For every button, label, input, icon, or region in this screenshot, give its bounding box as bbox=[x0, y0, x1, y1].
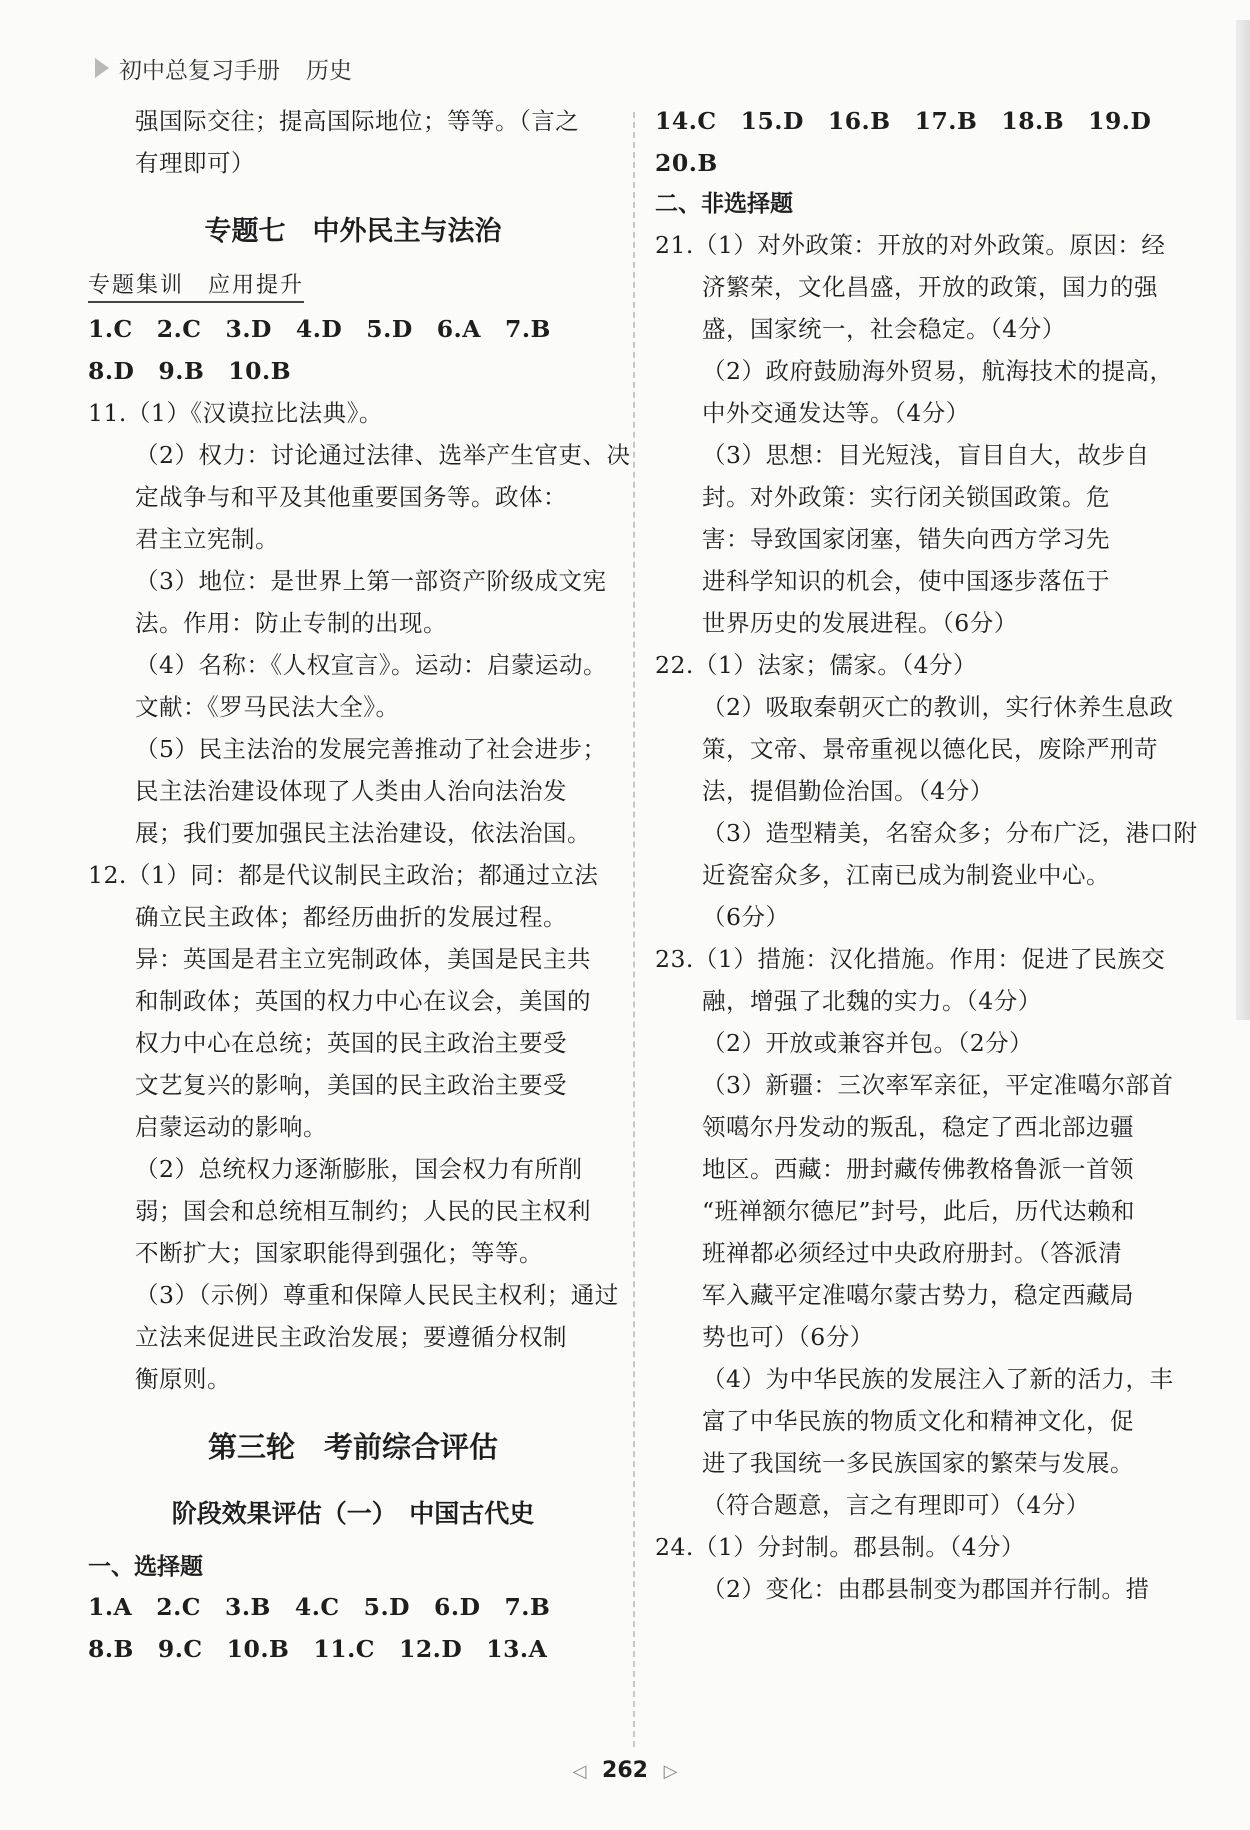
stage-eval-title: 阶段效果评估（一） 中国古代史 bbox=[171, 1499, 535, 1528]
q24-line: 24.（1）分封制。郡县制。（4分） bbox=[655, 1533, 1026, 1561]
topic7-tag: 专题集训 应用提升 bbox=[88, 268, 304, 303]
q11-line: （3）地位：是世界上第一部资产阶级成文宪 bbox=[135, 567, 607, 595]
q11-line: 文献：《罗马民法大全》。 bbox=[135, 693, 400, 721]
q12-line: 文艺复兴的影响，美国的民主政治主要受 bbox=[135, 1071, 567, 1099]
text-line: 强国际交往；提高国际地位；等等。（言之 bbox=[135, 107, 580, 135]
q23-line: （3）新疆：三次率军亲征，平定准噶尔部首 bbox=[702, 1071, 1174, 1099]
q21-line: 害：导致国家闭塞，错失向西方学习先 bbox=[702, 525, 1110, 553]
subject-label: 历史 bbox=[306, 57, 352, 84]
q12-line: 权力中心在总统；英国的民主政治主要受 bbox=[135, 1029, 567, 1057]
q22-line: 22.（1）法家；儒家。（4分） bbox=[655, 651, 978, 679]
mc-heading: 一、选择题 bbox=[88, 1554, 203, 1580]
q21-line: 中外交通发达等。（4分） bbox=[702, 399, 970, 427]
q23-line: “班禅额尔德尼”封号，此后，历代达赖和 bbox=[702, 1197, 1136, 1225]
text-line: 有理即可） bbox=[135, 149, 255, 177]
q23-line: （符合题意，言之有理即可）（4分） bbox=[702, 1491, 1090, 1519]
q11-line: （5）民主法治的发展完善推动了社会进步； bbox=[135, 735, 607, 763]
topic7-title: 专题七 中外民主与法治 bbox=[204, 216, 502, 247]
q21-line: （2）政府鼓励海外贸易，航海技术的提高， bbox=[702, 357, 1174, 385]
left-arrow-icon: ◁ bbox=[572, 1761, 587, 1782]
q11-line: 11.（1）《汉谟拉比法典》。 bbox=[88, 399, 383, 427]
mc-answer-line: 1.A 2.C 3.B 4.C 5.D 6.D 7.B bbox=[88, 1593, 551, 1621]
q12-line: 确立民主政体；都经历曲折的发展过程。 bbox=[135, 903, 567, 931]
q22-line: （2）吸取秦朝灭亡的教训，实行休养生息政 bbox=[702, 693, 1174, 721]
mc-answer-line: 8.B 9.C 10.B 11.C 12.D 13.A bbox=[88, 1635, 548, 1663]
page-header bbox=[95, 48, 352, 88]
q11-line: 展；我们要加强民主法治建设，依法治国。 bbox=[135, 819, 591, 847]
q12-line: 和制政体；英国的权力中心在议会，美国的 bbox=[135, 987, 591, 1015]
topic7-tag-row bbox=[88, 268, 618, 308]
q21-line: 济繁荣，文化昌盛，开放的政策，国力的强 bbox=[702, 273, 1158, 301]
right-arrow-icon: ▷ bbox=[663, 1761, 678, 1782]
mc-answer-line: 8.D 9.B 10.B bbox=[88, 357, 292, 385]
q11-line: 君主立宪制。 bbox=[135, 525, 279, 553]
page-footer bbox=[0, 1758, 1250, 1783]
mc-answer-line: 20.B bbox=[655, 149, 718, 177]
q23-line: 领噶尔丹发动的叛乱，稳定了西北部边疆 bbox=[702, 1113, 1134, 1141]
q23-line: 23.（1）措施：汉化措施。作用：促进了民族交 bbox=[655, 945, 1166, 973]
q21-line: 盛，国家统一，社会稳定。（4分） bbox=[702, 315, 1066, 343]
q11-line: 民主法治建设体现了人类由人治向法治发 bbox=[135, 777, 567, 805]
mc-answer-line: 1.C 2.C 3.D 4.D 5.D 6.A 7.B bbox=[88, 315, 551, 343]
round3-title: 第三轮 考前综合评估 bbox=[207, 1430, 498, 1464]
q23-line: 进了我国统一多民族国家的繁荣与发展。 bbox=[702, 1449, 1134, 1477]
q11-line: （4）名称：《人权宣言》。运动：启蒙运动。 bbox=[135, 651, 607, 679]
q23-line: 势也可）（6分） bbox=[702, 1323, 874, 1351]
q21-line: 进科学知识的机会，使中国逐步落伍于 bbox=[702, 567, 1110, 595]
q12-line: 不断扩大；国家职能得到强化；等等。 bbox=[135, 1239, 543, 1267]
q21-line: 世界历史的发展进程。（6分） bbox=[702, 609, 1018, 637]
q23-line: （2）开放或兼容并包。（2分） bbox=[702, 1029, 1034, 1057]
q11-line: （2）权力：讨论通过法律、选举产生官吏、决 bbox=[135, 441, 631, 469]
q22-line: 法，提倡勤俭治国。（4分） bbox=[702, 777, 994, 805]
q12-line: 立法来促进民主政治发展；要遵循分权制 bbox=[135, 1323, 567, 1351]
q12-line: （2）总统权力逐渐膨胀，国会权力有所削 bbox=[135, 1155, 583, 1183]
q23-line: 富了中华民族的物质文化和精神文化，促 bbox=[702, 1407, 1134, 1435]
q11-line: 法。作用：防止专制的出现。 bbox=[135, 609, 447, 637]
mc-answer-line: 14.C 15.D 16.B 17.B 18.B 19.D bbox=[655, 107, 1152, 135]
q12-line: 异：英国是君主立宪制政体，美国是民主共 bbox=[135, 945, 591, 973]
q21-line: 封。对外政策：实行闭关锁国政策。危 bbox=[702, 483, 1110, 511]
q23-line: 军入藏平定准噶尔蒙古势力，稳定西藏局 bbox=[702, 1281, 1134, 1309]
q23-line: 融，增强了北魏的实力。（4分） bbox=[702, 987, 1042, 1015]
q12-line: 启蒙运动的影响。 bbox=[135, 1113, 327, 1141]
q12-line: 衡原则。 bbox=[135, 1365, 231, 1393]
page-number: 262 bbox=[602, 1758, 648, 1783]
q12-line: 弱；国会和总统相互制约；人民的民主权利 bbox=[135, 1197, 591, 1225]
triangle-marker-icon bbox=[95, 58, 109, 78]
q22-line: （3）造型精美，名窑众多；分布广泛，港口附 bbox=[702, 819, 1198, 847]
q22-line: （6分） bbox=[702, 903, 790, 931]
q21-line: 21.（1）对外政策：开放的对外政策。原因：经 bbox=[655, 231, 1166, 259]
q24-line: （2）变化：由郡县制变为郡国并行制。措 bbox=[702, 1575, 1150, 1603]
page-edge-shadow bbox=[1236, 20, 1250, 1020]
non-mc-heading: 二、非选择题 bbox=[655, 191, 793, 217]
left-column bbox=[88, 100, 631, 1670]
book-title: 初中总复习手册 bbox=[119, 57, 280, 84]
q23-line: （4）为中华民族的发展注入了新的活力，丰 bbox=[702, 1365, 1174, 1393]
q23-line: 地区。西藏：册封藏传佛教格鲁派一首领 bbox=[702, 1155, 1134, 1183]
q23-line: 班禅都必须经过中央政府册封。（答派清 bbox=[702, 1239, 1123, 1267]
q12-line: （3）（示例）尊重和保障人民民主权利；通过 bbox=[135, 1281, 619, 1309]
q22-line: 近瓷窑众多，江南已成为制瓷业中心。 bbox=[702, 861, 1110, 889]
column-divider bbox=[633, 112, 635, 1747]
q21-line: （3）思想：目光短浅，盲目自大，故步自 bbox=[702, 441, 1150, 469]
q12-line: 12.（1）同：都是代议制民主政治；都通过立法 bbox=[88, 861, 599, 889]
q11-line: 定战争与和平及其他重要国务等。政体： bbox=[135, 483, 567, 511]
q22-line: 策，文帝、景帝重视以德化民，废除严刑苛 bbox=[702, 735, 1158, 763]
right-column bbox=[655, 100, 1198, 1610]
